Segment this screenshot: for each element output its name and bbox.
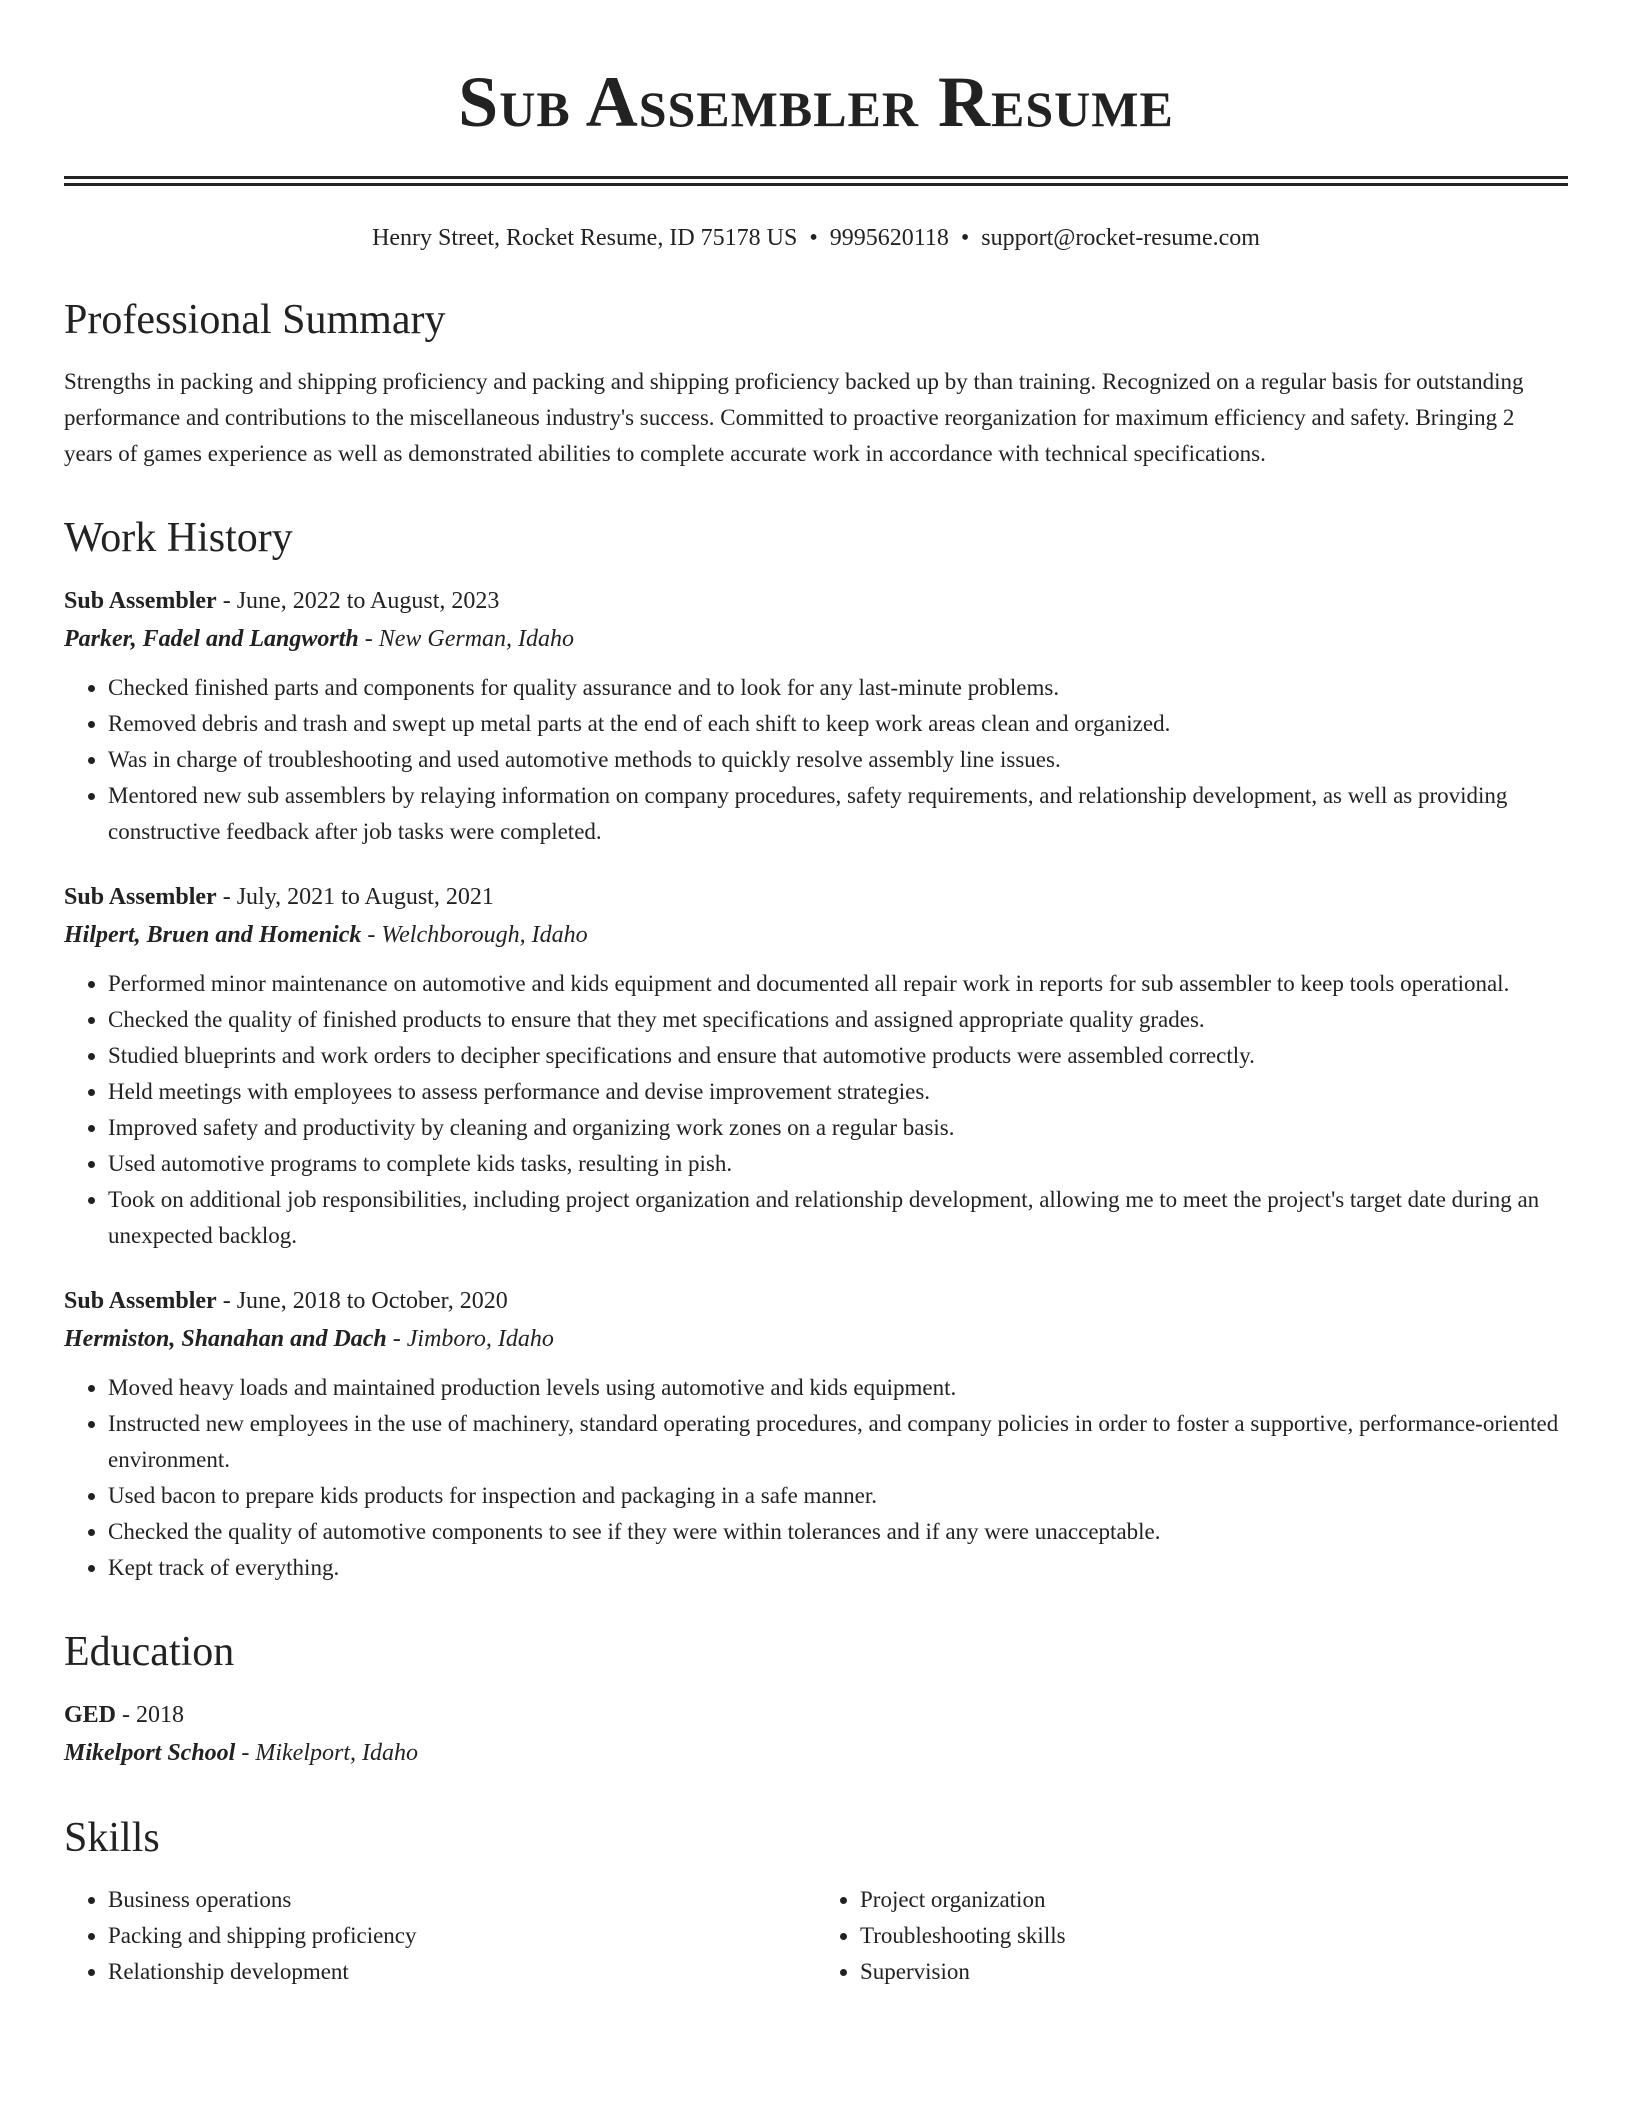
summary-text: Strengths in packing and shipping proficiency and packing and shipping proficiency backed up by than training. Recognized on a regular basis for outstanding performance and contributions to the miscellaneous industry's success. Committed to proactive reorganization for maximum efficiency and safety. Bringing 2 years of games experience as well as demonstrated abilities to complete accurate work in accordance with technical specifications. [64, 369, 1524, 466]
list-item: • Was in charge of troubleshooting and used automotive methods to quickly resolve assembly line issues. [108, 742, 1568, 778]
education-school [64, 1734, 1568, 1772]
school-name: Mikelport School [64, 1740, 236, 1766]
list-item: • Checked the quality of finished products to ensure that they met specifications and assigned appropriate quality grades. [108, 1002, 1568, 1038]
list-item: • Used automotive programs to complete kids tasks, resulting in pish. [108, 1146, 1568, 1182]
school-location: - Mikelport, Idaho [235, 1740, 418, 1766]
professional-summary-section [64, 294, 1568, 472]
education-header [64, 1696, 1568, 1734]
list-item: • Studied blueprints and work orders to decipher specifications and ensure that automotive products were assembled correctly. [108, 1038, 1568, 1074]
company-location: - Jimboro, Idaho [386, 1326, 554, 1352]
job-header [64, 1282, 1568, 1320]
contact-address: Henry Street, Rocket Resume, ID 75178 US [372, 225, 798, 251]
graduation-year: - 2018 [116, 1702, 185, 1728]
contact-separator: • [960, 225, 970, 251]
job-employer [64, 916, 1568, 954]
company-location: - New German, Idaho [358, 626, 575, 652]
list-item: • Performed minor maintenance on automotive and kids equipment and documented all repair work in reports for sub assembler to keep tools operational. [108, 966, 1568, 1002]
title-divider [64, 176, 1568, 186]
list-item: • Improved safety and productivity by cleaning and organizing work zones on a regular basis. [108, 1110, 1568, 1146]
job-entry [64, 1282, 1568, 1586]
job-dates: - June, 2022 to August, 2023 [216, 588, 500, 614]
company-name: Parker, Fadel and Langworth [64, 626, 359, 652]
job-title: Sub Assembler [64, 1288, 217, 1314]
list-item: • Checked finished parts and components for quality assurance and to look for any last-minute problems. [108, 670, 1568, 706]
degree-name: GED [64, 1702, 117, 1728]
list-item: • Moved heavy loads and maintained production levels using automotive and kids equipment. [108, 1370, 1568, 1406]
company-name: Hilpert, Bruen and Homenick [64, 922, 362, 948]
skill-item: • Project organization [860, 1882, 1568, 1918]
job-title: Sub Assembler [64, 588, 217, 614]
section-heading-work: Work History [64, 515, 293, 561]
education-section [64, 1626, 1568, 1772]
job-duties-list [64, 1370, 1568, 1586]
contact-separator: • [809, 225, 818, 251]
work-history-section [64, 512, 1568, 1586]
contact-email: support@rocket-resume.com [981, 225, 1260, 251]
list-item: • Checked the quality of automotive components to see if they were within tolerances and if any were unacceptable. [108, 1514, 1568, 1550]
list-item: • Used bacon to prepare kids products for inspection and packaging in a safe manner. [108, 1478, 1568, 1514]
skills-list [64, 1882, 816, 1990]
contact-line [64, 222, 1568, 254]
company-name: Hermiston, Shanahan and Dach [64, 1326, 387, 1352]
skills-column-left [64, 1882, 816, 1990]
skills-columns [64, 1882, 1568, 1990]
job-duties-list [64, 670, 1568, 850]
section-heading-skills: Skills [64, 1815, 160, 1861]
list-item: • Took on additional job responsibilities, including project organization and relationship development, allowing me to meet the project's target date during an unexpected backlog. [108, 1182, 1568, 1254]
job-dates: - June, 2018 to October, 2020 [216, 1288, 508, 1314]
job-entry [64, 878, 1568, 1254]
job-header [64, 582, 1568, 620]
list-item: • Instructed new employees in the use of machinery, standard operating procedures, and company policies in order to foster a supportive, performance-oriented environment. [108, 1406, 1568, 1478]
list-item: • Removed debris and trash and swept up metal parts at the end of each shift to keep work areas clean and organized. [108, 706, 1568, 742]
contact-phone: 9995620118 [829, 225, 949, 251]
job-duties-list [64, 966, 1568, 1254]
list-item: • Held meetings with employees to assess performance and devise improvement strategies. [108, 1074, 1568, 1110]
list-item: • Mentored new sub assemblers by relaying information on company procedures, safety requirements, and relationship development, as well as providing constructive feedback after job tasks were completed. [108, 778, 1568, 850]
job-employer [64, 1320, 1568, 1358]
company-location: - Welchborough, Idaho [361, 922, 588, 948]
job-entry [64, 582, 1568, 850]
job-title: Sub Assembler [64, 884, 217, 910]
skills-list [816, 1882, 1568, 1990]
section-heading-education: Education [64, 1629, 235, 1675]
skill-item: • Troubleshooting skills [860, 1918, 1568, 1954]
skill-item: • Business operations [108, 1882, 816, 1918]
job-header [64, 878, 1568, 916]
job-employer [64, 620, 1568, 658]
skill-item: • Supervision [860, 1954, 1568, 1990]
skill-item: • Relationship development [108, 1954, 816, 1990]
skills-column-right [816, 1882, 1568, 1990]
list-item: • Kept track of everything. [108, 1550, 1568, 1586]
job-dates: - July, 2021 to August, 2021 [216, 884, 494, 910]
skill-item: • Packing and shipping proficiency [108, 1918, 816, 1954]
section-heading-summary: Professional Summary [64, 297, 446, 343]
skills-section [64, 1812, 1568, 1990]
page-title: Sub Assembler Resume [458, 62, 1174, 142]
